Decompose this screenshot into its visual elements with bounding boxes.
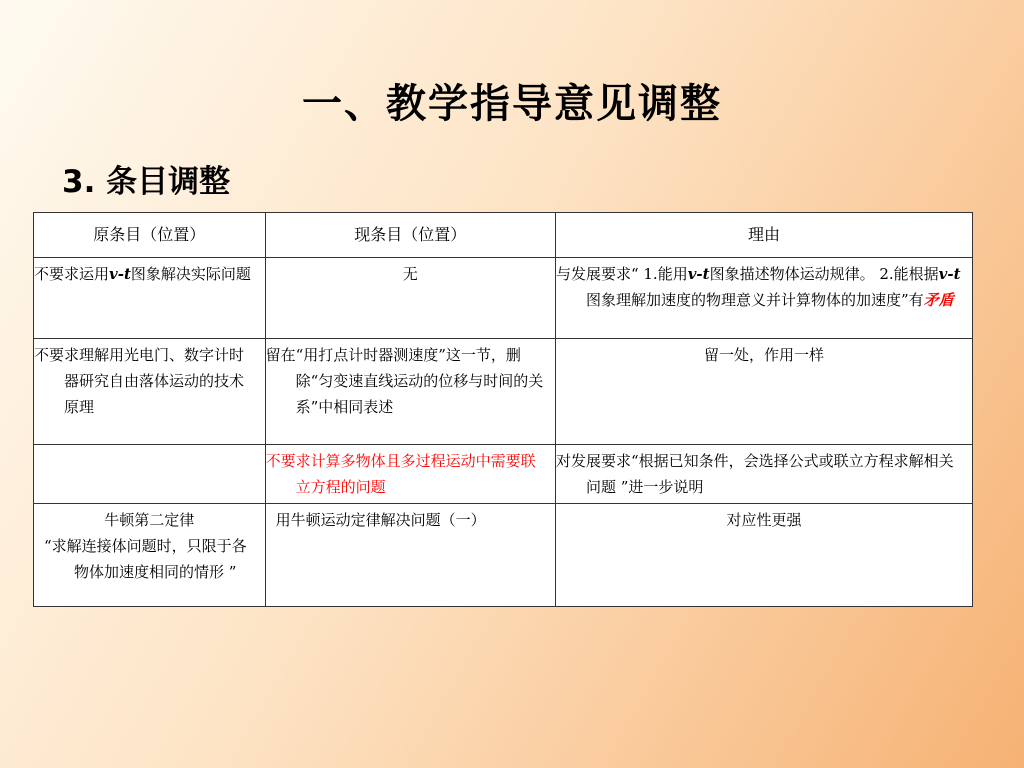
contradiction-highlight: 矛盾 <box>923 291 954 309</box>
slide-title: 一、教学指导意见调整 <box>302 81 722 127</box>
cell-reason: 对应性更强 <box>555 504 972 607</box>
table-header-row <box>34 213 973 258</box>
vt-var: v-t <box>938 265 961 283</box>
cell-original-line2: “求解连接体问题时，只限于各物体加速度相同的情形 ” <box>44 537 247 581</box>
table-row <box>34 504 973 607</box>
table-row <box>34 339 973 445</box>
table-row <box>34 445 973 504</box>
cell-current: 用牛顿运动定律解决问题（一） <box>265 504 555 607</box>
header-original: 原条目（位置） <box>34 213 266 258</box>
cell-original: 不要求理解用光电门、数字计时器研究自由落体运动的技术原理 <box>34 339 266 445</box>
cell-original-line1: 牛顿第二定律 <box>104 511 195 529</box>
cell-current: 不要求计算多物体且多过程运动中需要联立方程的问题 <box>265 445 555 504</box>
table-row <box>34 258 973 339</box>
section-heading: 3. 条目调整 <box>62 164 231 200</box>
header-reason: 理由 <box>555 213 972 258</box>
cell-current: 留在“用打点计时器测速度”这一节，删除“匀变速直线运动的位移与时间的关系”中相同表述 <box>265 339 555 445</box>
adjustment-table <box>33 212 973 607</box>
cell-original: 不要求运用v-t图象解决实际问题 <box>34 258 266 339</box>
cell-reason: 对发展要求“根据已知条件，会选择公式或联立方程求解相关问题 ”进一步说明 <box>555 445 972 504</box>
cell-original <box>34 504 266 607</box>
vt-var: v-t <box>687 265 710 283</box>
cell-original <box>34 445 266 504</box>
vt-var: v-t <box>109 265 131 283</box>
cell-current: 无 <box>265 258 555 339</box>
cell-reason: 留一处，作用一样 <box>555 339 972 445</box>
cell-reason: 与发展要求“ 1.能用v-t图象描述物体运动规律。 2.能根据v-t图象理解加速度的物理意义并计算物体的加速度”有矛盾 <box>555 258 972 339</box>
header-current: 现条目（位置） <box>265 213 555 258</box>
